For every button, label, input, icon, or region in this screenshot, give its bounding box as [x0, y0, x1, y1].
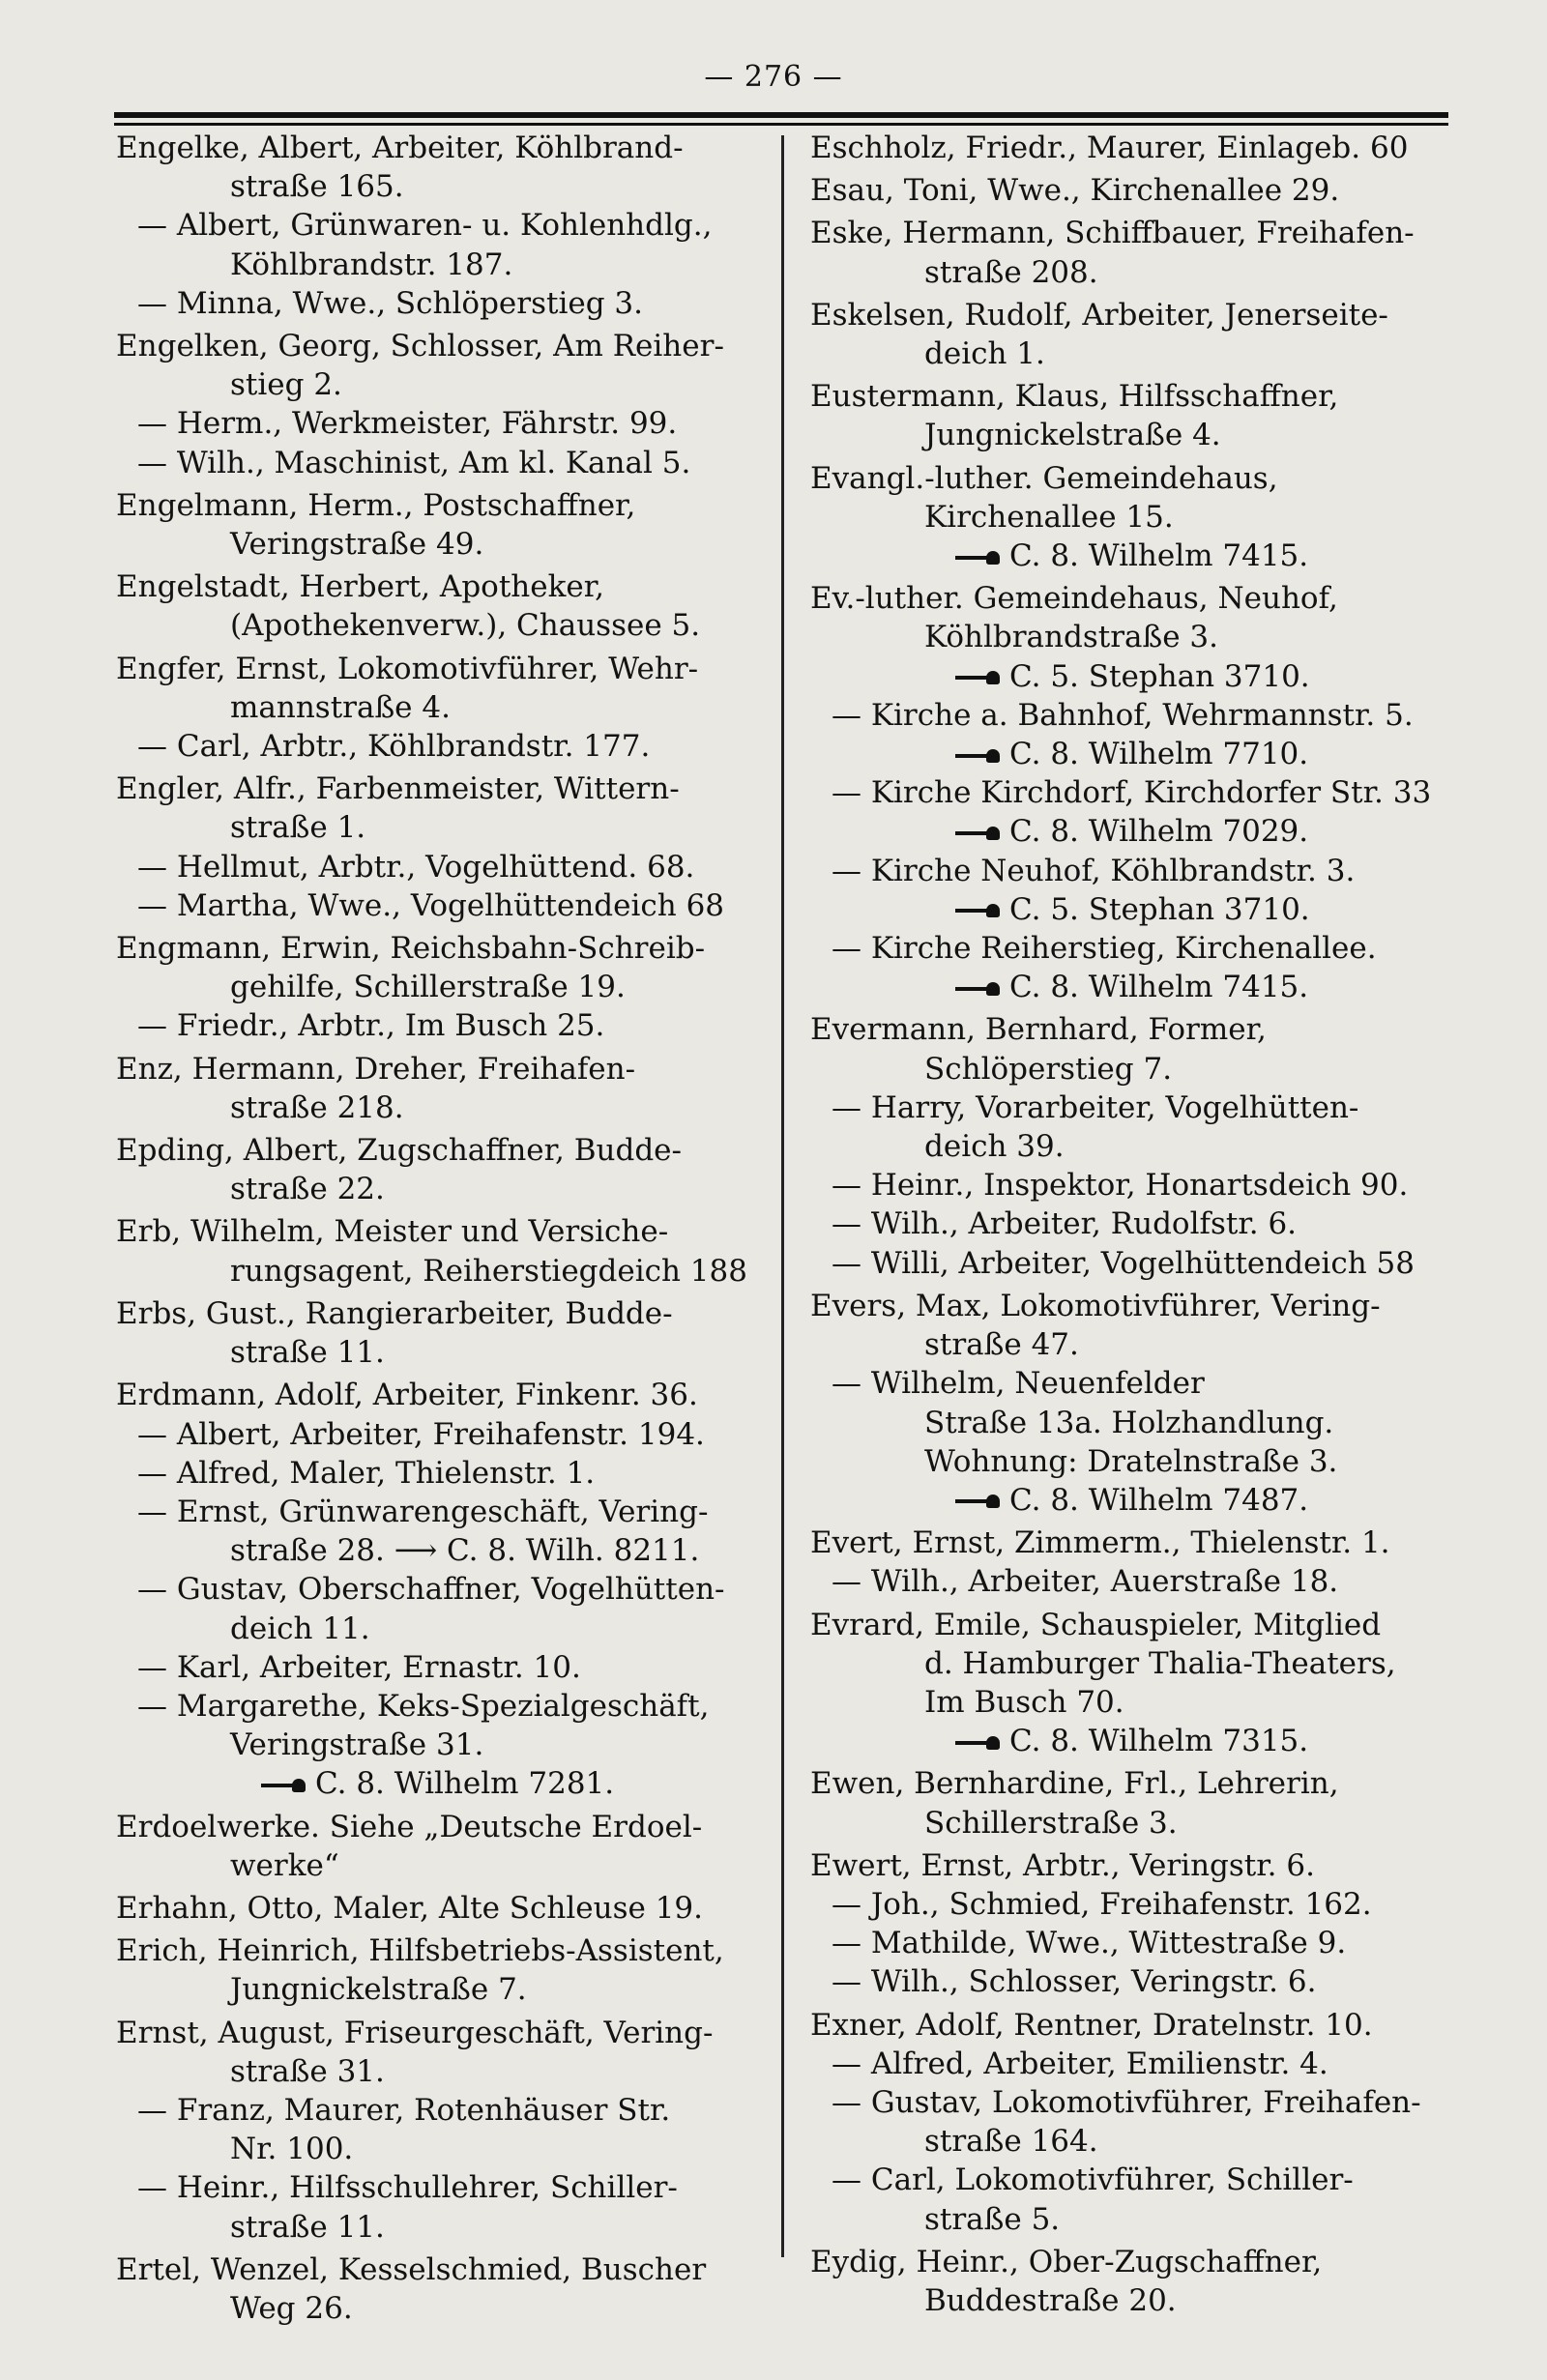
- entry-line: — Kirche Kirchdorf, Kirchdorfer Str. 33: [832, 775, 1432, 811]
- directory-entry: [116, 650, 774, 727]
- directory-entry: [116, 1931, 774, 2009]
- phone-number: C. 5. Stephan 3710.: [1009, 658, 1310, 694]
- entry-line: Engfer, Ernst, Lokomotivführer, Wehr-: [116, 651, 699, 686]
- entry-phone: [810, 812, 1468, 851]
- entry-line: — Franz, Maurer, Rotenhäuser Str.: [137, 2092, 671, 2128]
- directory-entry: [810, 2243, 1468, 2320]
- entry-continuation: straße 208.: [924, 254, 1098, 290]
- entry-line: Evert, Ernst, Zimmerm., Thielenstr. 1.: [810, 1525, 1390, 1561]
- directory-entry: [116, 1050, 774, 1127]
- phone-number: C. 5. Stephan 3710.: [1009, 891, 1310, 927]
- directory-entry: [810, 696, 1468, 773]
- directory-entry: [116, 1131, 774, 1208]
- right-column: [810, 129, 1468, 2320]
- entry-continuation: Kirchenallee 15.: [924, 499, 1174, 535]
- entry-continuation: Straße 13a. Holzhandlung.: [924, 1405, 1334, 1440]
- entry-continuation: Köhlbrandstr. 187.: [230, 247, 513, 282]
- entry-phone: [810, 735, 1468, 773]
- entry-line: Engler, Alfr., Farbenmeister, Wittern-: [116, 771, 680, 807]
- directory-entry: [810, 1010, 1468, 1088]
- entry-line: Engmann, Erwin, Reichsbahn-Schreib-: [116, 931, 706, 967]
- entry-line: — Kirche Reiherstieg, Kirchenallee.: [832, 931, 1377, 967]
- entry-continuation: straße 164.: [924, 2124, 1098, 2160]
- entry-line: — Kirche a. Bahnhof, Wehrmannstr. 5.: [832, 697, 1414, 733]
- entry-continuation: Veringstraße 31.: [230, 1727, 484, 1763]
- entry-continuation: deich 39.: [924, 1129, 1065, 1165]
- entry-continuation: mannstraße 4.: [230, 689, 451, 725]
- entry-line: — Minna, Wwe., Schlöperstieg 3.: [137, 285, 643, 321]
- entry-line: Eske, Hermann, Schiffbauer, Freihafen-: [810, 216, 1415, 251]
- header-rule-thick: [114, 112, 1448, 118]
- entry-line: Exner, Adolf, Rentner, Dratelnstr. 10.: [810, 2007, 1373, 2043]
- directory-entry: [810, 2161, 1468, 2238]
- directory-entry: [116, 1454, 774, 1493]
- entry-line: Erhahn, Otto, Maler, Alte Schleuse 19.: [116, 1890, 703, 1926]
- directory-entry: [810, 1885, 1468, 1924]
- entry-continuation: Wohnung: Dratelnstraße 3.: [924, 1443, 1338, 1479]
- entry-line: Engelstadt, Herbert, Apotheker,: [116, 569, 604, 605]
- entry-line: — Ernst, Grünwarengeschäft, Vering-: [137, 1494, 709, 1529]
- entry-continuation: straße 31.: [230, 2053, 385, 2089]
- entry-continuation: gehilfe, Schillerstraße 19.: [230, 970, 626, 1005]
- directory-entry: [810, 171, 1468, 210]
- entry-continuation: deich 1.: [924, 336, 1045, 372]
- entry-line: — Kirche Neuhof, Köhlbrandstr. 3.: [832, 853, 1356, 888]
- directory-entry: [810, 1364, 1468, 1520]
- directory-entry: [810, 1287, 1468, 1364]
- entry-line: — Albert, Grünwaren- u. Kohlenhdlg.,: [137, 208, 713, 244]
- directory-entry: [810, 852, 1468, 929]
- directory-entry: [116, 769, 774, 847]
- entry-continuation: werke“: [230, 1847, 339, 1883]
- entry-continuation: Schlöperstieg 7.: [924, 1051, 1173, 1087]
- phone-number: C. 8. Wilhelm 7315.: [1009, 1724, 1309, 1759]
- directory-entry: [116, 129, 774, 206]
- directory-entry: [810, 929, 1468, 1006]
- entry-continuation: straße 11.: [230, 1335, 385, 1371]
- entry-continuation: straße 22.: [230, 1172, 385, 1207]
- entry-line: — Gustav, Oberschaffner, Vogelhütten-: [137, 1572, 725, 1608]
- directory-entry: [116, 2014, 774, 2091]
- entry-continuation: Jungnickelstraße 4.: [924, 418, 1221, 453]
- telephone-icon: [955, 671, 1000, 684]
- entry-line: Erich, Heinrich, Hilfsbetriebs-Assistent,: [116, 1933, 724, 1969]
- phone-number: C. 8. Wilhelm 7029.: [1009, 814, 1309, 850]
- directory-entry: [810, 2006, 1468, 2045]
- entry-phone: [810, 890, 1468, 929]
- entry-line: Eydig, Heinr., Ober-Zugschaffner,: [810, 2244, 1323, 2279]
- left-column: [116, 129, 774, 2328]
- directory-entry: [116, 327, 774, 404]
- entry-continuation: straße 5.: [924, 2201, 1061, 2237]
- entry-phone: [116, 1764, 774, 1803]
- directory-entry: [116, 2168, 774, 2246]
- entry-continuation: Buddestraße 20.: [924, 2282, 1177, 2318]
- entry-line: Ernst, August, Friseurgeschäft, Vering-: [116, 2015, 714, 2050]
- telephone-icon: [955, 904, 1000, 917]
- entry-phone: [810, 1722, 1468, 1760]
- entry-continuation: Jungnickelstraße 7.: [230, 1972, 527, 2008]
- directory-entry: [116, 929, 774, 1006]
- directory-entry: [116, 284, 774, 323]
- entry-line: Engelke, Albert, Arbeiter, Köhlbrand-: [116, 131, 684, 165]
- entry-line: Evers, Max, Lokomotivführer, Vering-: [810, 1288, 1381, 1323]
- entry-line: Enz, Hermann, Dreher, Freihafen-: [116, 1051, 636, 1087]
- telephone-icon: [955, 827, 1000, 840]
- telephone-icon: [955, 749, 1000, 763]
- phone-number: C. 8. Wilhelm 7710.: [1009, 737, 1309, 772]
- directory-entry: [810, 459, 1468, 576]
- entry-line: — Wilhelm, Neuenfelder: [832, 1366, 1205, 1402]
- telephone-icon: [955, 1495, 1000, 1508]
- entry-continuation: (Apothekenverw.), Chaussee 5.: [230, 608, 701, 644]
- entry-continuation: straße 218.: [230, 1089, 404, 1125]
- phone-number: C. 8. Wilhelm 7415.: [1009, 538, 1309, 574]
- entry-line: Evrard, Emile, Schauspieler, Mitglied: [810, 1607, 1382, 1642]
- entry-line: — Carl, Arbtr., Köhlbrandstr. 177.: [137, 729, 651, 765]
- entry-line: Eskelsen, Rudolf, Arbeiter, Jenerseite-: [810, 297, 1388, 333]
- entry-continuation: straße 165.: [230, 169, 404, 205]
- entry-line: — Hellmut, Arbtr., Vogelhüttend. 68.: [137, 849, 695, 885]
- directory-entry: [116, 1889, 774, 1928]
- directory-entry: [810, 1846, 1468, 1885]
- entry-line: — Heinr., Hilfsschullehrer, Schiller-: [137, 2170, 678, 2206]
- telephone-icon: [955, 1736, 1000, 1750]
- directory-entry: [810, 1606, 1468, 1761]
- entry-line: — Alfred, Maler, Thielenstr. 1.: [137, 1455, 596, 1491]
- entry-line: — Wilh., Maschinist, Am kl. Kanal 5.: [137, 445, 691, 480]
- entry-line: — Albert, Arbeiter, Freihafenstr. 194.: [137, 1416, 705, 1452]
- directory-entry: [810, 2083, 1468, 2161]
- entry-line: — Mathilde, Wwe., Wittestraße 9.: [832, 1926, 1347, 1961]
- entry-line: — Willi, Arbeiter, Vogelhüttendeich 58: [832, 1245, 1415, 1281]
- entry-continuation: deich 11.: [230, 1611, 370, 1646]
- entry-continuation: straße 47.: [924, 1327, 1079, 1363]
- telephone-icon: [261, 1779, 306, 1792]
- entry-line: Ewert, Ernst, Arbtr., Veringstr. 6.: [810, 1847, 1315, 1883]
- directory-entry: [810, 1244, 1468, 1283]
- telephone-icon: [955, 551, 1000, 565]
- directory-entry: [810, 296, 1468, 373]
- directory-entry: [810, 1205, 1468, 1243]
- entry-line: — Friedr., Arbtr., Im Busch 25.: [137, 1008, 605, 1044]
- entry-continuation: straße 11.: [230, 2209, 385, 2245]
- entry-line: — Joh., Schmied, Freihafenstr. 162.: [832, 1886, 1372, 1922]
- entry-phone: [810, 537, 1468, 575]
- entry-line: Ertel, Wenzel, Kesselschmied, Buscher: [116, 2251, 707, 2287]
- entry-phone: [810, 1481, 1468, 1520]
- directory-entry: [116, 848, 774, 886]
- directory-entry: [810, 1524, 1468, 1562]
- entry-phone: [810, 968, 1468, 1006]
- entry-line: — Margarethe, Keks-Spezialgeschäft,: [137, 1688, 710, 1724]
- directory-entry: [810, 1924, 1468, 1962]
- directory-entry: [116, 486, 774, 564]
- directory-entry: [810, 2045, 1468, 2083]
- entry-line: — Wilh., Arbeiter, Rudolfstr. 6.: [832, 1206, 1298, 1242]
- directory-entry: [116, 1687, 774, 1804]
- entry-continuation: stieg 2.: [230, 367, 342, 403]
- entry-continuation: straße 28. ⟶ C. 8. Wilh. 8211.: [230, 1533, 700, 1569]
- directory-entry: [116, 1570, 774, 1647]
- directory-entry: [116, 444, 774, 482]
- entry-continuation: Veringstraße 49.: [230, 527, 484, 563]
- directory-entry: [116, 886, 774, 925]
- entry-line: Eustermann, Klaus, Hilfsschaffner,: [810, 379, 1339, 415]
- entry-continuation: Im Busch 70.: [924, 1684, 1124, 1720]
- entry-line: Evermann, Bernhard, Former,: [810, 1012, 1267, 1048]
- entry-line: Eschholz, Friedr., Maurer, Einlageb. 60: [810, 131, 1409, 165]
- entry-line: Erdoelwerke. Siehe „Deutsche Erdoel-: [116, 1809, 703, 1844]
- directory-entry: [116, 1415, 774, 1454]
- entry-continuation: rungsagent, Reiherstiegdeich 188: [230, 1253, 747, 1289]
- entry-line: — Herm., Werkmeister, Fährstr. 99.: [137, 406, 678, 442]
- entry-continuation: Weg 26.: [230, 2290, 353, 2326]
- directory-entry: [116, 1294, 774, 1372]
- directory-entry: [116, 1493, 774, 1570]
- entry-phone: [810, 657, 1468, 696]
- entry-line: Erbs, Gust., Rangierarbeiter, Budde-: [116, 1295, 673, 1331]
- entry-line: Esau, Toni, Wwe., Kirchenallee 29.: [810, 173, 1340, 209]
- phone-number: C. 8. Wilhelm 7487.: [1009, 1482, 1309, 1518]
- entry-line: — Martha, Wwe., Vogelhüttendeich 68: [137, 887, 725, 923]
- entry-line: — Karl, Arbeiter, Ernastr. 10.: [137, 1649, 581, 1685]
- directory-entry: [116, 567, 774, 645]
- directory-entry: [810, 214, 1468, 291]
- entry-continuation: Nr. 100.: [230, 2132, 354, 2167]
- directory-entry: [810, 579, 1468, 696]
- directory-entry: [116, 206, 774, 283]
- phone-number: C. 8. Wilhelm 7281.: [315, 1766, 615, 1802]
- directory-entry: [810, 1562, 1468, 1601]
- entry-line: Erdmann, Adolf, Arbeiter, Finkenr. 36.: [116, 1378, 698, 1413]
- telephone-icon: [955, 982, 1000, 996]
- phone-number: C. 8. Wilhelm 7415.: [1009, 970, 1309, 1005]
- directory-entry: [116, 1006, 774, 1045]
- directory-entry: [116, 1808, 774, 1885]
- entry-line: — Gustav, Lokomotivführer, Freihafen-: [832, 2084, 1421, 2120]
- entry-line: Erb, Wilhelm, Meister und Versiche-: [116, 1214, 669, 1250]
- directory-entry: [810, 129, 1468, 167]
- directory-entry: [116, 404, 774, 443]
- entry-line: Evangl.-luther. Gemeindehaus,: [810, 460, 1278, 496]
- directory-entry: [116, 1648, 774, 1687]
- entry-line: — Wilh., Schlosser, Veringstr. 6.: [832, 1964, 1317, 2000]
- entry-continuation: straße 1.: [230, 810, 366, 846]
- entry-line: Engelken, Georg, Schlosser, Am Reiher-: [116, 329, 724, 364]
- entry-line: Ewen, Bernhardine, Frl., Lehrerin,: [810, 1766, 1339, 1802]
- entry-line: — Harry, Vorarbeiter, Vogelhütten-: [832, 1089, 1359, 1125]
- directory-entry: [116, 2091, 774, 2168]
- entry-line: Engelmann, Herm., Postschaffner,: [116, 487, 636, 523]
- entry-line: Epding, Albert, Zugschaffner, Budde-: [116, 1133, 683, 1169]
- entry-continuation: d. Hamburger Thalia-Theaters,: [924, 1645, 1396, 1681]
- entry-continuation: Schillerstraße 3.: [924, 1805, 1178, 1841]
- page-number: — 276 —: [704, 60, 843, 94]
- directory-entry: [116, 727, 774, 766]
- entry-line: — Wilh., Arbeiter, Auerstraße 18.: [832, 1564, 1339, 1600]
- directory-entry: [810, 1166, 1468, 1205]
- entry-line: — Alfred, Arbeiter, Emilienstr. 4.: [832, 2046, 1328, 2081]
- directory-entry: [116, 2250, 774, 2328]
- directory-entry: [810, 1962, 1468, 2001]
- column-divider: [781, 135, 784, 2257]
- entry-line: — Carl, Lokomotivführer, Schiller-: [832, 2162, 1354, 2198]
- directory-entry: [810, 377, 1468, 454]
- directory-entry: [810, 1088, 1468, 1166]
- header-rule-thin: [114, 123, 1448, 126]
- entry-line: — Heinr., Inspektor, Honartsdeich 90.: [832, 1168, 1409, 1204]
- directory-entry: [810, 773, 1468, 851]
- directory-entry: [810, 1764, 1468, 1842]
- entry-continuation: Köhlbrandstraße 3.: [924, 620, 1218, 655]
- directory-entry: [116, 1376, 774, 1414]
- directory-entry: [116, 1212, 774, 1290]
- entry-line: Ev.-luther. Gemeindehaus, Neuhof,: [810, 581, 1338, 617]
